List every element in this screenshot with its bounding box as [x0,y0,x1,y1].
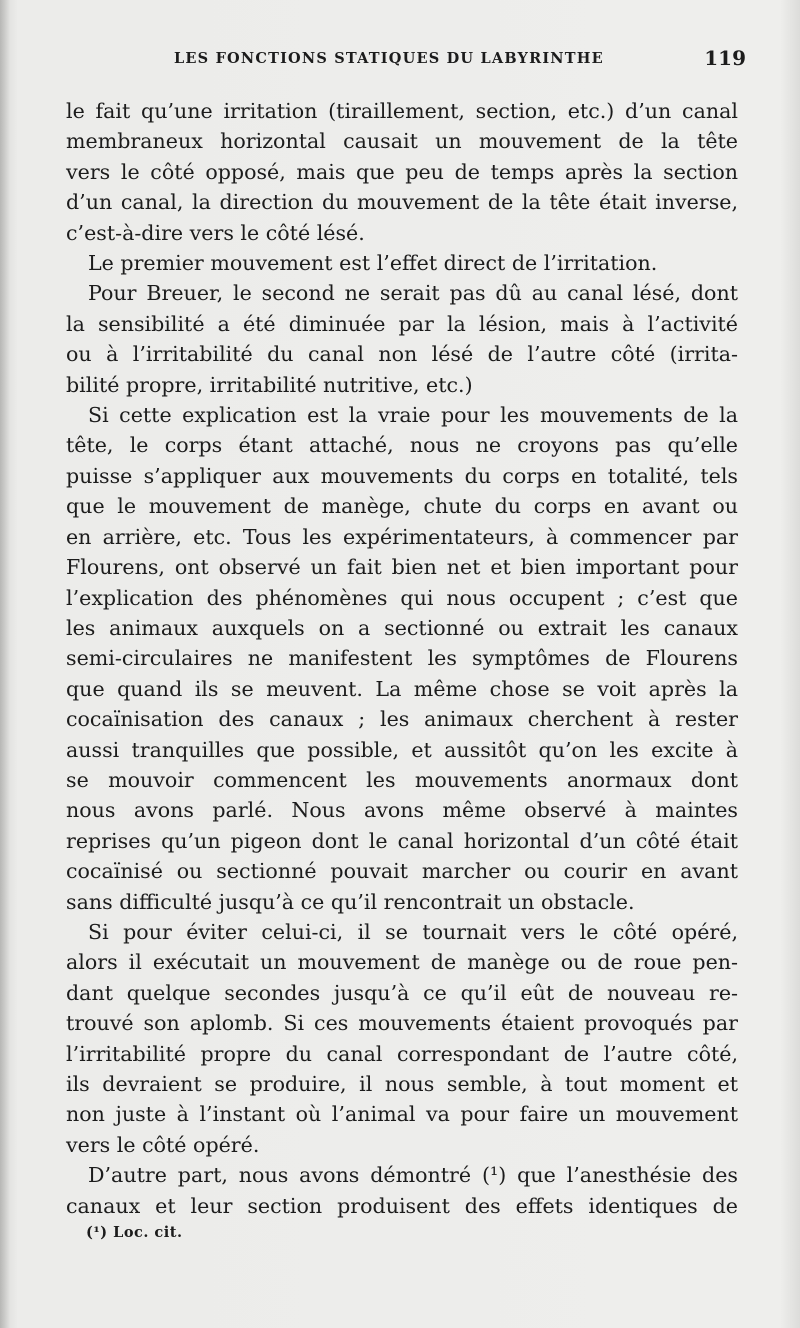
footnote-marker: (¹) [86,1224,108,1241]
text-line: puisse s’appliquer aux mouvements du corps en totalité, tels [66,463,738,488]
text-line: aussi tranquilles que possible, et aussitôt qu’on les excite à [66,737,738,762]
page-header [66,44,760,80]
text-line: canaux et leur section produisent des effets identiques de [66,1193,738,1218]
text-line: semi-circulaires ne manifestent les symptômes de Flourens [66,646,738,671]
text-line: les animaux auxquels on a sectionné ou extrait les canaux [66,615,738,640]
text-line: tête, le corps étant attaché, nous ne croyons pas qu’elle [66,433,738,458]
text-line: cocaïnisé ou sectionné pouvait marcher ou courir en avant [66,859,738,884]
running-title: LES FONCTIONS STATIQUES DU LABYRINTHE [174,50,604,67]
text-line: l’explication des phénomènes qui nous occupent ; c’est que [66,585,738,610]
text-line: membraneux horizontal causait un mouvement de la tête [66,129,738,154]
text-line: d’un canal, la direction du mouvement de la tête était inverse, [66,190,738,215]
text-line: Flourens, ont observé un fait bien net et bien important pour [66,555,738,580]
text-line: sans difficulté jusqu’à ce qu’il rencontrait un obstacle. [66,889,635,914]
page-number: 119 [704,46,746,70]
text-line: trouvé son aplomb. Si ces mouvements étaient provoqués par [66,1011,738,1036]
text-line: la sensibilité a été diminuée par la lésion, mais à l’activité [66,311,738,336]
text-line: ou à l’irritabilité du canal non lésé de l’autre côté (irrita- [66,342,738,367]
text-line: bilité propre, irritabilité nutritive, etc.) [66,372,473,397]
text-line: non juste à l’instant où l’animal va pour faire un mouvement [66,1102,738,1127]
text-line: que quand ils se meuvent. La même chose se voit après la [66,676,738,701]
text-line: alors il exécutait un mouvement de manège ou de roue pen- [66,950,738,975]
text-line: Si pour éviter celui-ci, il se tournait vers le côté opéré, [88,919,738,944]
text-line: Le premier mouvement est l’effet direct de l’irritation. [88,251,658,276]
body-text [66,96,738,1221]
page-gutter-shadow [0,0,10,1328]
text-line: l’irritabilité propre du canal correspondant de l’autre côté, [66,1041,738,1066]
text-line: Pour Breuer, le second ne serait pas dû au canal lésé, dont [88,281,738,306]
text-line: vers le côté opéré. [66,1132,260,1157]
text-line: vers le côté opposé, mais que peu de temps après la section [66,159,738,184]
text-line: se mouvoir commencent les mouvements anormaux dont [66,767,738,792]
text-line: c’est-à-dire vers le côté lésé. [66,220,365,245]
footnote [86,1224,183,1241]
text-line: cocaïnisation des canaux ; les animaux cherchent à rester [66,707,738,732]
text-line: en arrière, etc. Tous les expérimentateurs, à commencer par [66,524,738,549]
text-line: nous avons parlé. Nous avons même observé à maintes [66,798,738,823]
text-line: dant quelque secondes jusqu’à ce qu’il eût de nouveau re- [66,980,738,1005]
text-line: reprises qu’un pigeon dont le canal horizontal d’un côté était [66,828,738,853]
footnote-text: Loc. cit. [113,1224,183,1241]
text-line: que le mouvement de manège, chute du corps en avant ou [66,494,738,519]
text-line: D’autre part, nous avons démontré (¹) que l’anesthésie des [88,1163,738,1188]
text-line: ils devraient se produire, il nous semble, à tout moment et [66,1072,738,1096]
text-line: Si cette explication est la vraie pour les mouvements de la [88,403,738,428]
text-line: le fait qu’une irritation (tiraillement, section, etc.) d’un canal [66,99,738,123]
